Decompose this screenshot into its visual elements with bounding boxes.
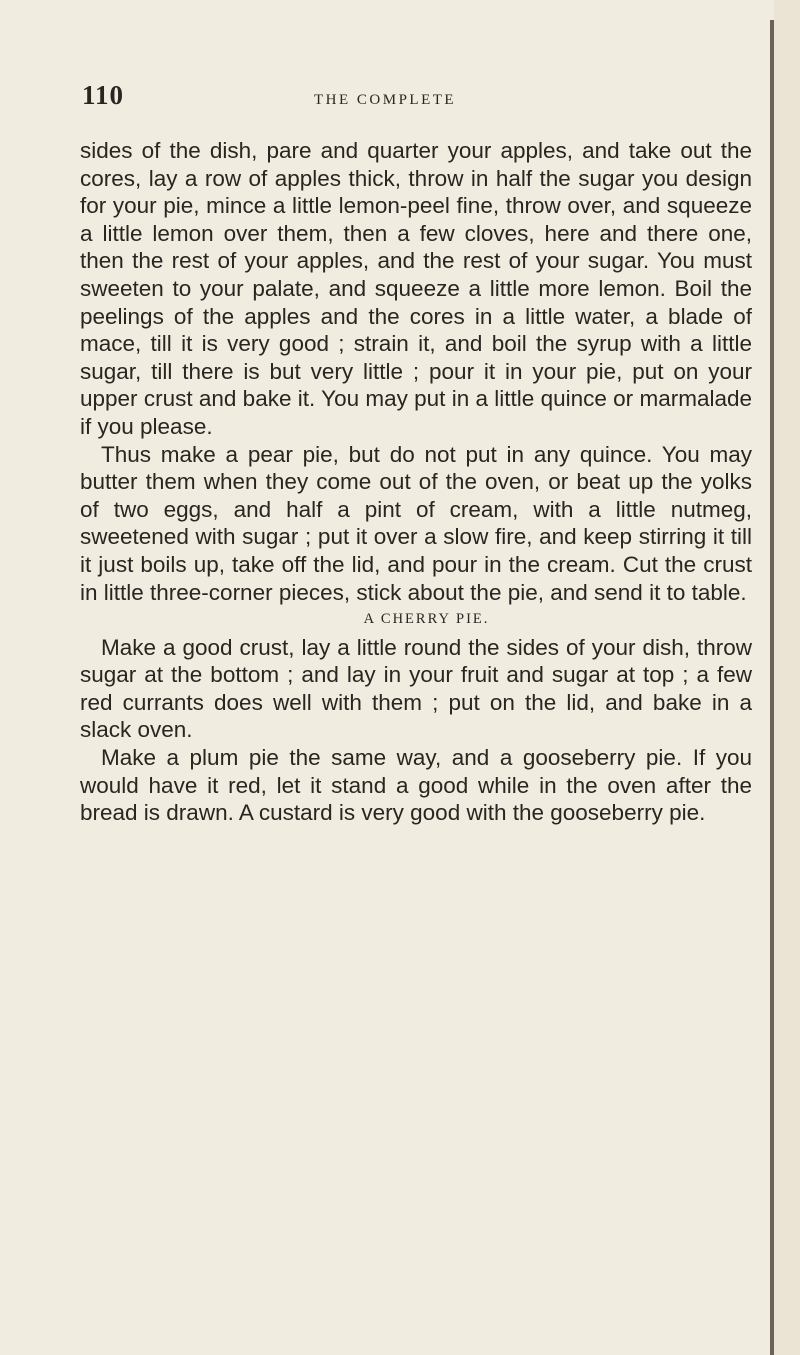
page-number: 110 bbox=[82, 80, 125, 110]
paragraph-plum-gooseberry-pie: Make a plum pie the same way, and a gooseberry pie. If you would have it red, let it stand a good while in the oven after the bread is drawn. A custard is very good with the gooseberry pie. bbox=[80, 745, 752, 826]
page-header bbox=[82, 80, 742, 120]
section-heading-cherry-pie: A CHERRY PIE. bbox=[363, 611, 490, 628]
facing-page-margin bbox=[774, 0, 800, 1355]
paragraph-apple-pie-continued: sides of the dish, pare and quarter your apples, and take out the cores, lay a row of apples thick, throw in half the sugar you design for your pie, mince a little lemon-peel fine, throw over, and squeeze a little lemon over them, then a few cloves, here and there one, then the rest of your apples, and the rest of your sugar. You must sweeten to your palate, and squeeze a little more lemon. Boil the peelings of the apples and the cores in a little water, a blade of mace, till it is very good ; strain it, and boil the syrup with a little sugar, till there is but very little ; pour it in your pie, put on your upper crust and bake it. You may put in a little quince or marmalade if you please. bbox=[80, 138, 752, 439]
paragraph-pear-pie: Thus make a pear pie, but do not put in any quince. You may butter them when they come out of the oven, or beat up the yolks of two eggs, and half a pint of cream, with a little nutmeg, sweetened with sugar ; put it over a slow fire, and keep stirring it till it just boils up, take off the lid, and pour in the cream. Cut the crust in little three-corner pieces, stick about the pie, and send it to table. bbox=[80, 441, 752, 605]
paragraph-cherry-pie: Make a good crust, lay a little round the sides of your dish, throw sugar at the bottom ; and lay in your fruit and sugar at top ; a few red currants does well with them ; put on the lid, and bake in a slack oven. bbox=[80, 634, 752, 743]
running-head: THE COMPLETE bbox=[314, 92, 457, 108]
body-text bbox=[80, 137, 752, 827]
